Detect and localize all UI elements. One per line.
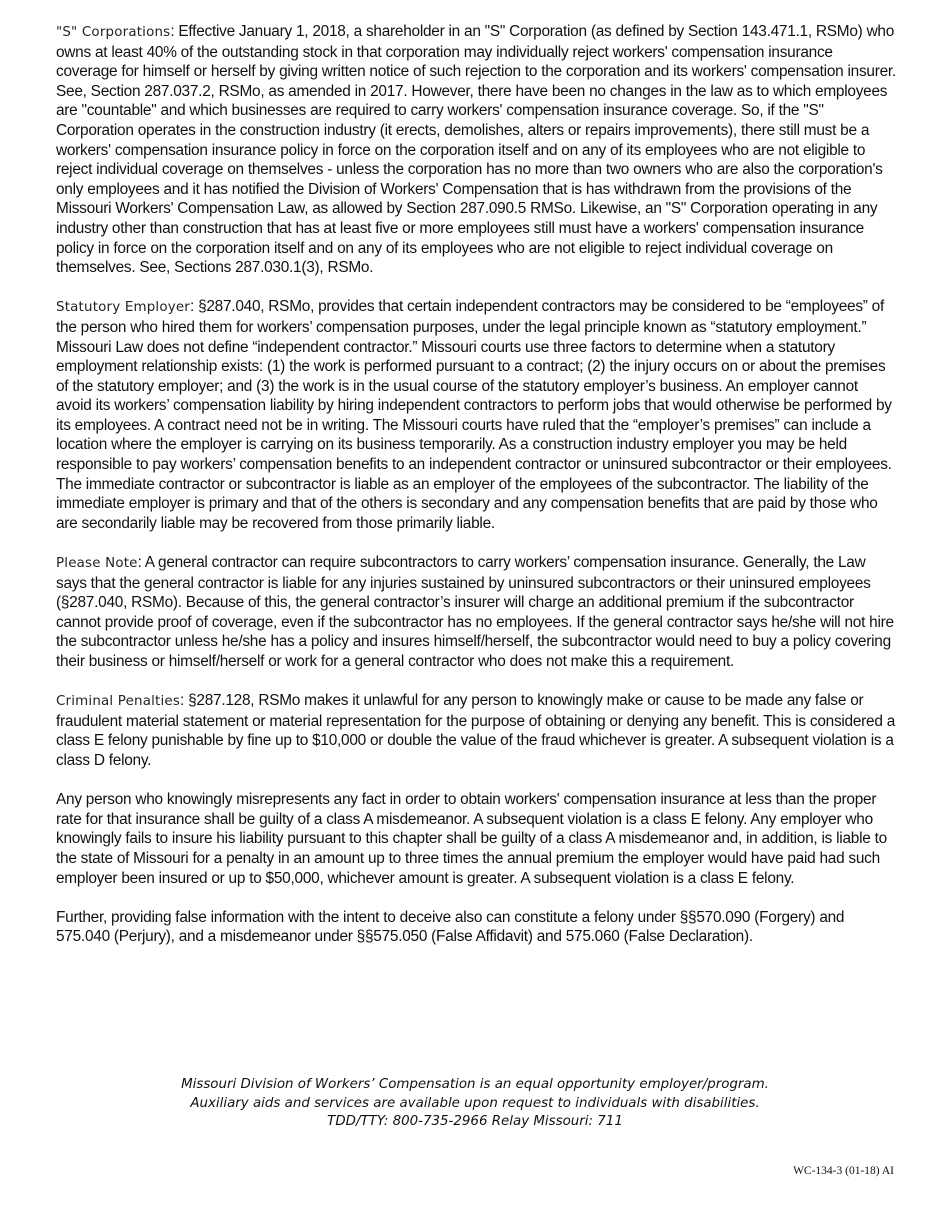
- please-note-paragraph: [56, 553, 896, 672]
- footer-equal-opportunity: Missouri Division of Workers’ Compensation is an equal opportunity employer/program.: [181, 1077, 769, 1092]
- statutory-employer-heading: Statutory Employer: [56, 300, 191, 316]
- criminal-penalties-paragraph: [56, 691, 896, 770]
- statutory-employer-paragraph: [56, 297, 896, 533]
- misrepresentation-paragraph: Any person who knowingly misrepresents any fact in order to obtain workers' compensation insurance at less than the proper rate for that insurance shall be guilty of a class A misdemeanor. A subsequent violation is a class E felony. Any employer who knowingly fails to insure his liability pursuant to this chapter shall be guilty of a class A misdemeanor and, in addition, is liable to the state of Missouri for a penalty in an amount up to three times the annual premium the employer would have paid had such employer been insured or up to $50,000, whichever amount is greater. A subsequent violation is a class E felony.: [56, 791, 887, 887]
- s-corporations-heading: "S" Corporations: [56, 25, 171, 40]
- please-note-heading: Please Note: [56, 556, 138, 572]
- footer-tdd-relay: TDD/TTY: 800-735-2966 Relay Missouri: 711: [327, 1114, 623, 1129]
- s-corporations-text: : Effective January 1, 2018, a shareholder in an "S" Corporation (as defined by Section 143.471.1, RSMo) who owns at least 40% of the outstanding stock in that corporation may individually reject workers' compensation insurance coverage for himself or herself by giving written notice of such rejection to the corporation and its workers' compensation insurer. See, Section 287.037.2, RSMo, as amended in 2017. However, there have been no changes in the law as to which employees are "countable" and which businesses are required to carry workers' compensation insurance coverage. So, if the "S" Corporation operates in the construction industry (it erects, demolishes, alters or repairs improvements), there still must be a workers' compensation insurance policy in force on the corporation itself and on any of its employees who are not eligible to reject individual coverage on themselves - unless the corporation has no more than two owners who are also the corporation's only employees and it has notified the Division of Workers' Compensation that is has withdrawn from the provisions of the Missouri Workers' Compensation Law, as allowed by Section 287.090.5 RMSo. Likewise, an "S" Corporation operating in any industry other than construction that has at least five or more employees still must have a workers' compensation insurance policy in force on the corporation itself and on any of its employees who are not eligible to reject individual coverage on themselves. See, Sections 287.030.1(3), RSMo.: [56, 23, 896, 277]
- criminal-penalties-text: : §287.128, RSMo makes it unlawful for any person to knowingly make or cause to be made any false or fraudulent material statement or material representation for the purpose of obtaining or denying any benefit. This is considered a class E felony punishable by fine up to $10,000 or double the value of the fraud whichever is greater. A subsequent violation is a class D felony.: [56, 692, 896, 769]
- s-corporations-paragraph: [56, 22, 896, 278]
- footer-notice: [0, 1076, 950, 1132]
- statutory-employer-text: : §287.040, RSMo, provides that certain independent contractors may be considered to be “employees” of the person who hired them for workers’ compensation purposes, under the legal principle known as “statutory employment.” Missouri Law does not define “independent contractor.” Missouri courts use three factors to determine when a statutory employment relationship exists: (1) the work is performed pursuant to a contract; (2) the injury occurs on or about the premises of the statutory employer; and (3) the work is in the usual course of the statutory employer’s business. An employer cannot avoid its workers’ compensation liability by hiring independent contractors to perform jobs that would otherwise be performed by its employees. A contract need not be in writing. The Missouri courts have ruled that the “employer’s premises” can include a location where the employer is carrying on its business temporarily. As a construction industry employer you may be held responsible to pay workers’ compensation benefits to an independent contractor or uninsured subcontractor or their employees. The immediate contractor or subcontractor is liable as an employer of the employees of the subcontractor. The liability of the immediate employer is primary and that of the others is secondary and any compensation benefits that are paid by those who are secondarily liable may be recovered from those primarily liable.: [56, 298, 892, 532]
- please-note-text: : A general contractor can require subcontractors to carry workers’ compensation insurance. Generally, the Law says that the general contractor is liable for any injuries sustained by uninsured subcontractors or their uninsured employees (§287.040, RSMo). Because of this, the general contractor’s insurer will charge an additional premium if the subcontractor cannot provide proof of coverage, even if the subcontractor has no employees. If the general contractor says he/she will not hire the subcontractor unless he/she has a policy and insures himself/herself, the subcontractor would need to buy a policy covering their business or himself/herself or work for a general contractor who does not make this a requirement.: [56, 554, 894, 670]
- document-body: [56, 22, 896, 967]
- footer-auxiliary-aids: Auxiliary aids and services are available upon request to individuals with disabilities.: [190, 1095, 760, 1111]
- criminal-penalties-heading: Criminal Penalties: [56, 694, 181, 710]
- false-information-paragraph: Further, providing false information with the intent to deceive also can constitute a felony under §§570.090 (Forgery) and 575.040 (Perjury), and a misdemeanor under §§575.050 (False Affidavit) and 575.060 (False Declaration).: [56, 908, 845, 946]
- form-number: WC-134-3 (01-18) AI: [793, 1165, 894, 1177]
